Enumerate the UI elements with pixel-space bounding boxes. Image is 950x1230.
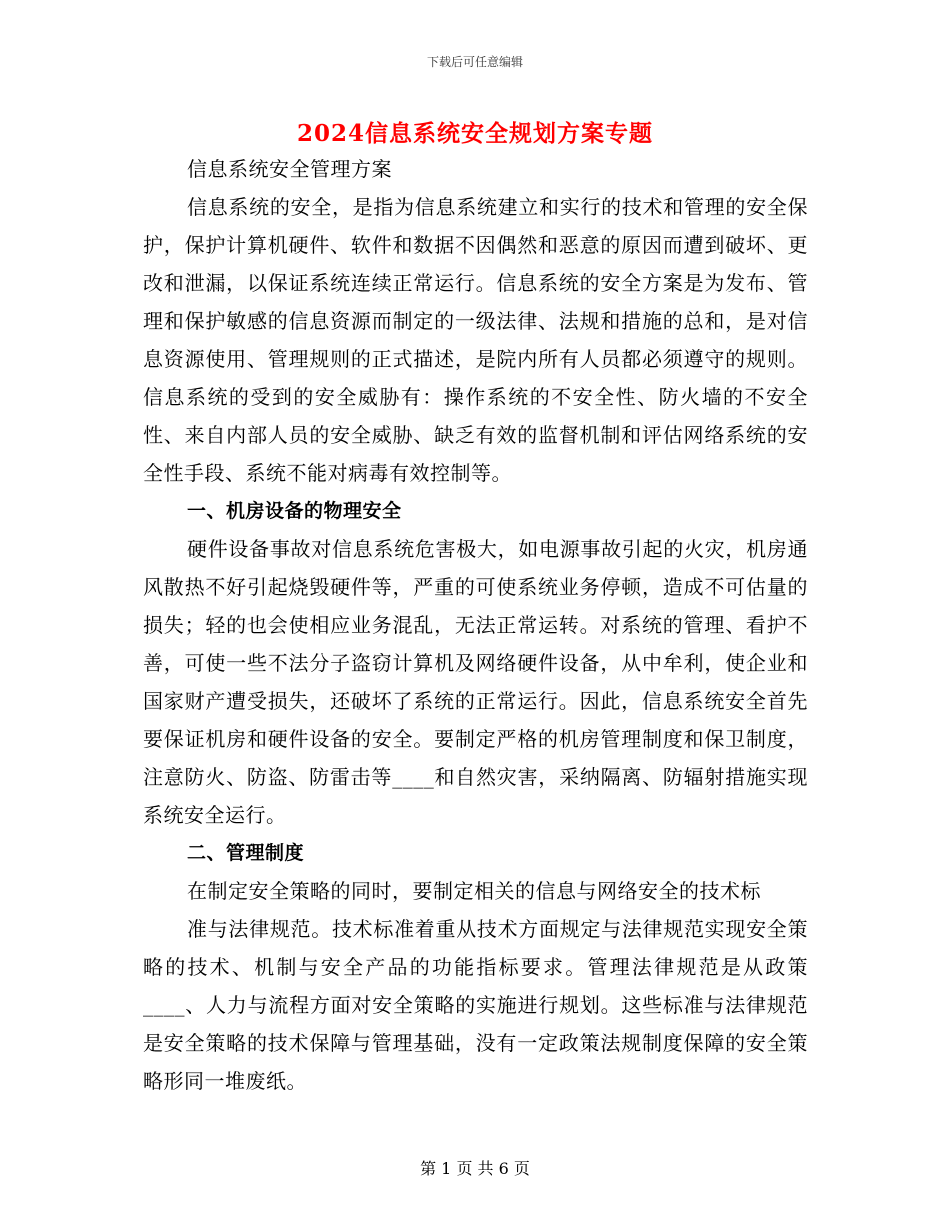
section1-paragraph: 硬件设备事故对信息系统危害极大，如电源事故引起的火灾，机房通风散热不好引起烧毁硬件等，严重的可使系统业务停顿，造成不可估量的损失；轻的也会使相应业务混乱，无法正常运转。对系统的管理、看护不善，可使一些不法分子盗窃计算机及网络硬件设备，从中牟利，使企业和国家财产遭受损失，还破坏了系统的正常运行。因此，信息系统安全首先要保证机房和硬件设备的安全。要制定严格的机房管理制度和保卫制度，注意防火、防盗、防雷击等____和自然灾害，采纳隔离、防辐射措施实现系统安全运行。 xyxy=(143,537,808,827)
section1-heading: 一、机房设备的物理安全 xyxy=(187,500,402,522)
page-indicator: 第 1 页 共 6 页 xyxy=(420,1159,530,1178)
section2-paragraph: 准与法律规范。技术标准着重从技术方面规定与法律规范实现安全策略的技术、机制与安全产品的功能指标要求。管理法律规范是从政策____、人力与流程方面对安全策略的实施进行规划。这些标准与法律规范是安全策略的技术保障与管理基础，没有一定政策法规制度保障的安全策略形同一堆废纸。 xyxy=(143,917,808,1093)
section2-heading: 二、管理制度 xyxy=(187,842,305,864)
document-subtitle: 信息系统安全管理方案 xyxy=(187,157,392,181)
intro-paragraph: 信息系统的安全，是指为信息系统建立和实行的技术和管理的安全保护，保护计算机硬件、软件和数据不因偶然和恶意的原因而遭到破坏、更改和泄漏，以保证系统连续正常运行。信息系统的安全方案是为发布、管理和保护敏感的信息资源而制定的一级法律、法规和措施的总和，是对信息资源使用、管理规则的正式描述，是院内所有人员都必须遵守的规则。信息系统的受到的安全威胁有：操作系统的不安全性、防火墙的不安全性、来自内部人员的安全威胁、缺乏有效的监督机制和评估网络系统的安全性手段、系统不能对病毒有效控制等。 xyxy=(143,195,808,485)
section2-first-line: 在制定安全策略的同时，要制定相关的信息与网络安全的技术标 xyxy=(187,879,761,903)
header-note: 下载后可任意编辑 xyxy=(426,55,523,69)
document-body xyxy=(143,150,808,1100)
document-title: 2024信息系统安全规划方案专题 xyxy=(296,120,653,147)
